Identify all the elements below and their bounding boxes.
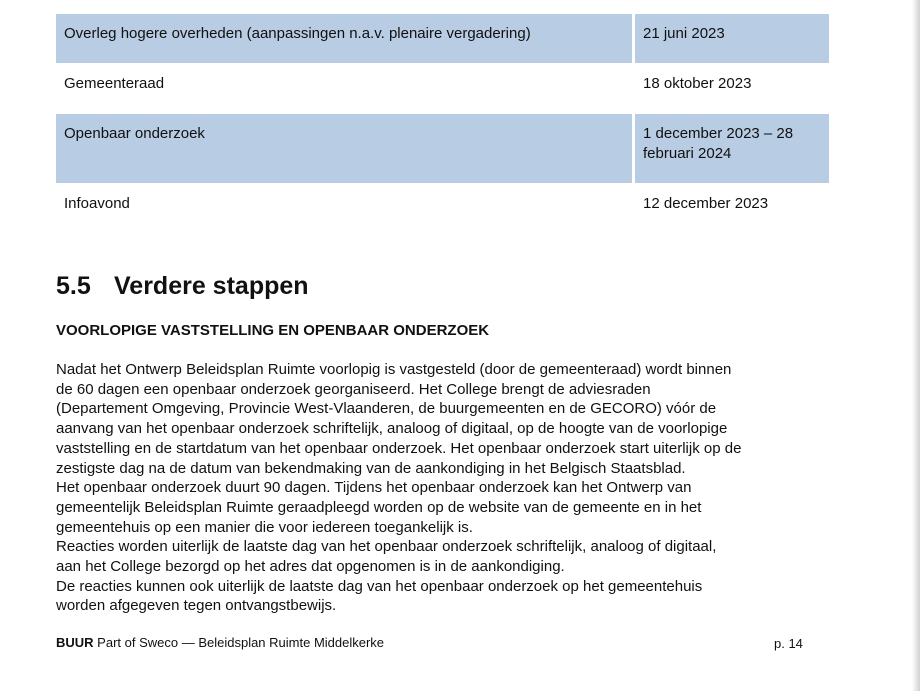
section-title: Verdere stappen <box>114 272 309 300</box>
page-footer <box>56 634 384 652</box>
body-line: Nadat het Ontwerp Beleidsplan Ruimte voorlopig is vastgesteld (door de gemeenteraad) wordt binnen <box>56 361 732 378</box>
activity-cell: Infoavond <box>56 184 634 234</box>
section-number: 5.5 <box>56 272 91 300</box>
activity-cell: Overleg hogere overheden (aanpassingen n.a.v. plenaire vergadering) <box>56 14 634 64</box>
body-line: aanvang van het openbaar onderzoek schriftelijk, analoog of digitaal, op de hoogte van de voorlopige <box>56 420 728 438</box>
subheading: VOORLOPIGE VASTSTELLING EN OPENBAAR ONDERZOEK <box>56 322 490 339</box>
body-line: gemeentelijk Beleidsplan Ruimte geraadpleegd worden op de website van de gemeente en in het <box>56 498 702 516</box>
date-cell: 1 december 2023 – 28 februari 2024 <box>634 114 830 184</box>
footer-text: Part of Sweco — Beleidsplan Ruimte Middelkerke <box>93 635 385 650</box>
page-number: p. 14 <box>774 636 803 651</box>
body-line: zestigste dag na de datum van bekendmaking van de aankondiging in het Belgisch Staatsblad. <box>56 459 686 477</box>
schedule-table <box>56 14 829 233</box>
activity-cell: Openbaar onderzoek <box>56 114 634 184</box>
footer-brand: BUUR <box>56 635 94 650</box>
date-cell: 21 juni 2023 <box>634 14 830 64</box>
body-line: de 60 dagen een openbaar onderzoek georganiseerd. Het College brengt de adviesraden <box>56 380 651 398</box>
body-paragraph <box>56 360 816 616</box>
body-line: De reacties kunnen ook uiterlijk de laatste dag van het openbaar onderzoek op het gemeentehuis <box>56 577 703 595</box>
body-line: Het openbaar onderzoek duurt 90 dagen. Tijdens het openbaar onderzoek kan het Ontwerp van <box>56 479 692 497</box>
page-edge-shadow <box>912 0 920 691</box>
activity-cell: Gemeenteraad <box>56 64 634 114</box>
body-line: vaststelling en de startdatum van het openbaar onderzoek. Het openbaar onderzoek start uiterlijk op de <box>56 439 742 457</box>
table-row <box>56 64 829 114</box>
body-line: gemeentehuis op een manier die voor iedereen toegankelijk is. <box>56 518 473 536</box>
table-row <box>56 14 829 64</box>
date-cell: 12 december 2023 <box>634 184 830 234</box>
body-line: worden afgegeven tegen ontvangstbewijs. <box>56 597 337 615</box>
date-cell: 18 oktober 2023 <box>634 64 830 114</box>
body-line: Reacties worden uiterlijk de laatste dag van het openbaar onderzoek schriftelijk, analoog of digitaal, <box>56 538 717 556</box>
table-row <box>56 114 829 184</box>
table-row <box>56 184 829 234</box>
section-heading <box>56 270 309 302</box>
body-line: aan het College bezorgd op het adres dat opgenomen is in de aankondiging. <box>56 558 565 576</box>
body-line: (Departement Omgeving, Provincie West-Vlaanderen, de buurgemeenten en de GECORO) vóór de <box>56 400 717 418</box>
